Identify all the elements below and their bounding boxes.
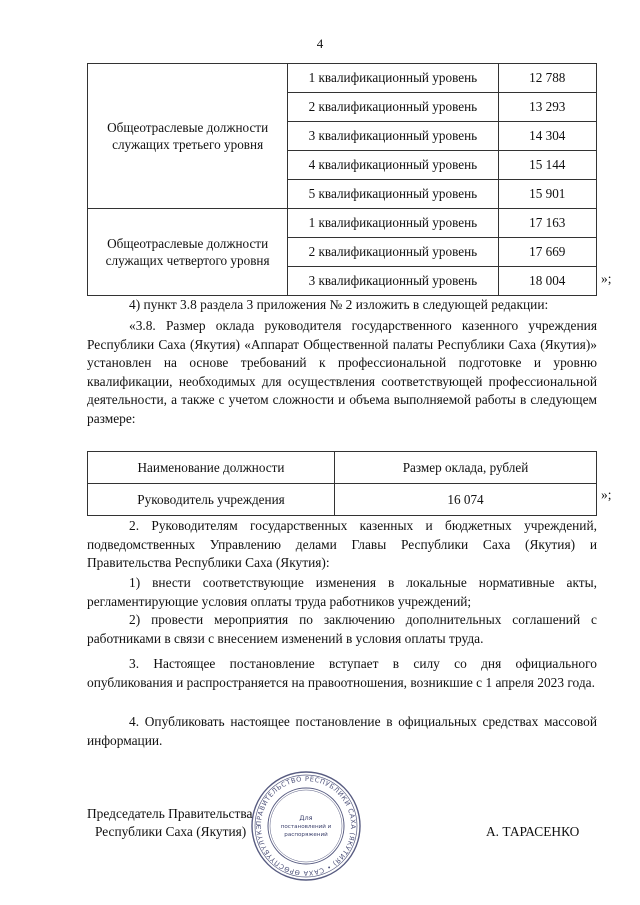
level-cell: 2 квалификационный уровень: [288, 93, 498, 122]
clause-3-8-text: «3.8. Размер оклада руководителя государственного казенного учреждения Республики Саха (Якутия) «Аппарат Общественной палаты Республики Саха (Якутия)» установлен на основе требований к профессиональной подготовке и уровню квалификации, необходимых для осуществления соответствующей профессиональной деятельности, а также с учетом сложности и объема выполняемой работы в следующем размере:: [87, 318, 597, 426]
amendment-item-4: 4) пункт 3.8 раздела 3 приложения № 2 изложить в следующей редакции:: [129, 297, 549, 312]
salary-cell: 18 004: [498, 267, 596, 296]
item-2-text: 2. Руководителям государственных казенных и бюджетных учреждений, подведомственных Управлению делами Главы Республики Саха (Якутия) и Правительства Республики Саха (Якутия):: [87, 518, 597, 570]
salary-cell: 15 144: [498, 151, 596, 180]
level-cell: 2 квалификационный уровень: [288, 238, 498, 267]
svg-text:ПРАВИТЕЛЬСТВО РЕСПУБЛИКИ САХА: ПРАВИТЕЛЬСТВО РЕСПУБЛИКИ САХА (ЯКУТИЯ) • САХА ӨРӨСПҮҮБҮЛҮКЭ: [254, 774, 358, 878]
closing-quote-mark: »;: [601, 487, 612, 502]
salary-cell: 16 074: [335, 484, 597, 516]
svg-text:Для: Для: [299, 814, 313, 822]
signatory-title-line2: Республики Саха (Якутия): [95, 824, 247, 839]
signatory-title-line1: Председатель Правительства: [87, 806, 253, 821]
page-number: 4: [316, 36, 324, 51]
position-cell: Руководитель учреждения: [88, 484, 335, 516]
level-cell: 3 квалификационный уровень: [288, 122, 498, 151]
salary-cell: 13 293: [498, 93, 596, 122]
official-seal-stamp: [250, 770, 362, 882]
salary-cell: 17 163: [498, 209, 596, 238]
item-3-text: 3. Настоящее постановление вступает в силу со дня официального опубликования и распространяется на правоотношения, возникшие с 1 апреля 2023 года.: [87, 656, 597, 690]
salary-cell: 12 788: [498, 64, 596, 93]
level-cell: 3 квалификационный уровень: [288, 267, 498, 296]
table-row: [88, 209, 597, 238]
item-4-publish-text: 4. Опубликовать настоящее постановление в официальных средствах массовой информации.: [87, 714, 597, 748]
salary-cell: 15 901: [498, 180, 596, 209]
salary-cell: 14 304: [498, 122, 596, 151]
group-name-cell: Общеотраслевые должности служащих третьего уровня: [88, 64, 288, 209]
seal-icon: [250, 770, 362, 882]
level-cell: 1 квалификационный уровень: [288, 209, 498, 238]
svg-text:распоряжений: распоряжений: [284, 832, 328, 838]
column-header: Наименование должности: [88, 452, 335, 484]
salary-cell: 17 669: [498, 238, 596, 267]
column-header: Размер оклада, рублей: [335, 452, 597, 484]
table-row: [88, 64, 597, 93]
table-row: [88, 484, 597, 516]
head-salary-table: [87, 451, 597, 516]
level-cell: 4 квалификационный уровень: [288, 151, 498, 180]
group-name-cell: Общеотраслевые должности служащих четвертого уровня: [88, 209, 288, 296]
item-2-1-text: 1) внести соответствующие изменения в локальные нормативные акты, регламентирующие условия оплаты труда работников учреждений;: [87, 575, 597, 609]
level-cell: 5 квалификационный уровень: [288, 180, 498, 209]
salary-grade-table: [87, 63, 597, 296]
item-2-2-text: 2) провести мероприятия по заключению дополнительных соглашений с работниками в связи с внесением изменений в условия оплаты труда.: [87, 612, 597, 646]
svg-text:постановлений и: постановлений и: [280, 824, 332, 830]
level-cell: 1 квалификационный уровень: [288, 64, 498, 93]
table-header-row: [88, 452, 597, 484]
closing-quote-mark: »;: [601, 271, 612, 286]
signatory-name: А. ТАРАСЕНКО: [486, 824, 580, 839]
